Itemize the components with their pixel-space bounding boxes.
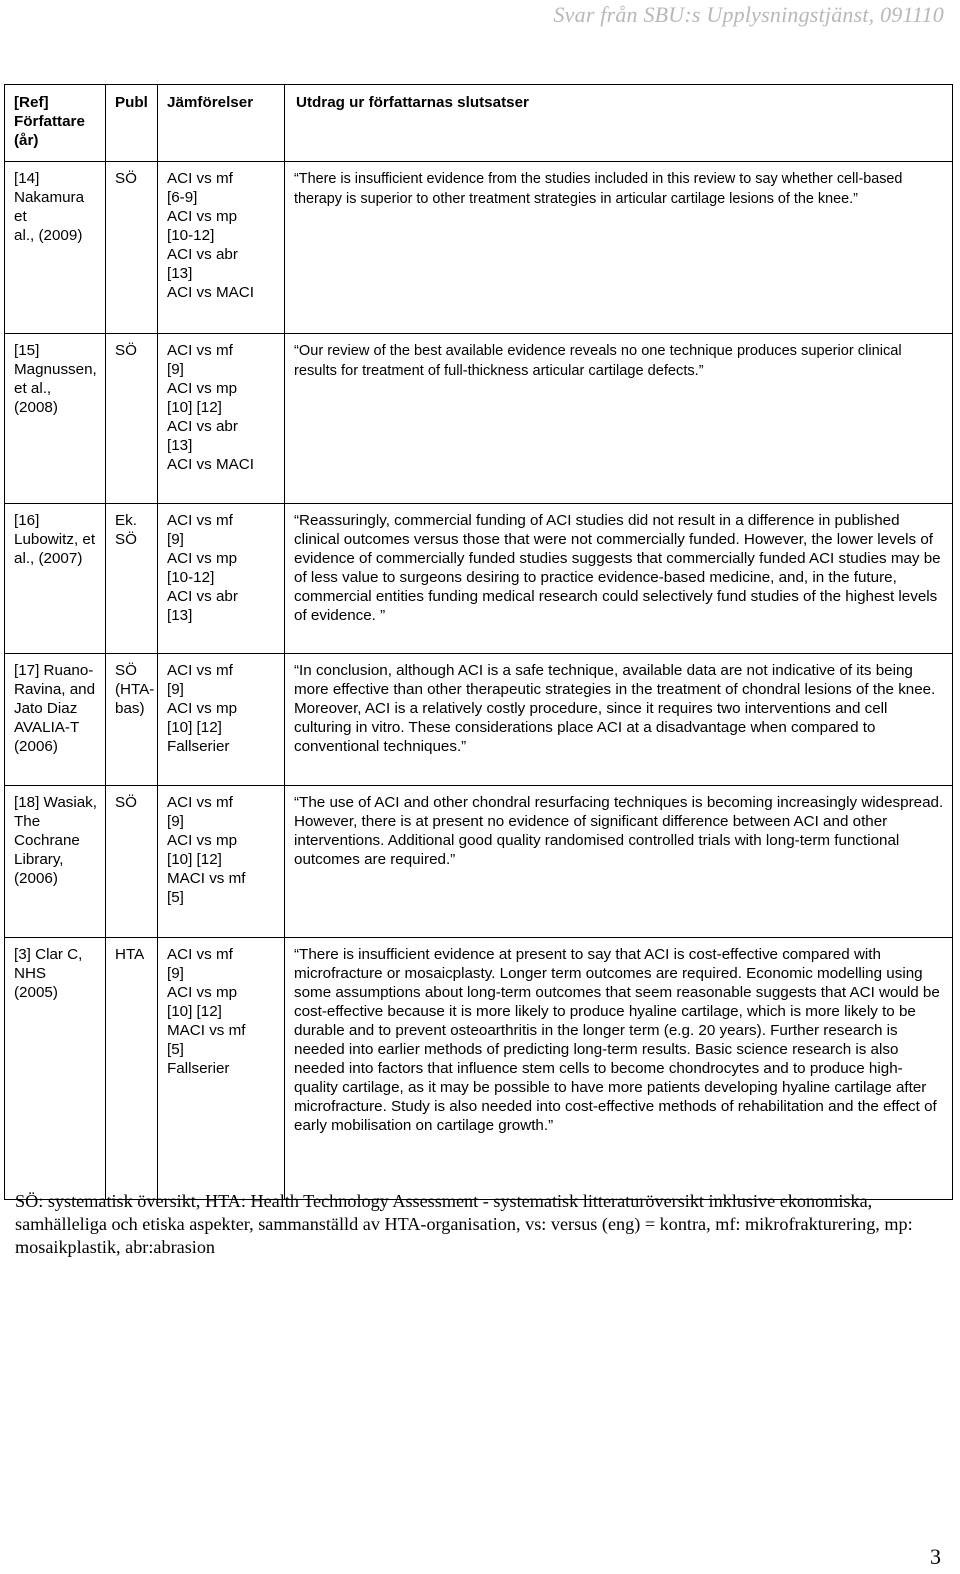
cell-publication: SÖ xyxy=(106,786,158,938)
cell-reference: [18] Wasiak, The Cochrane Library, (2006) xyxy=(5,786,106,938)
evidence-table xyxy=(4,84,953,1200)
cell-publication: SÖ xyxy=(106,162,158,334)
cell-reference: [15] Magnussen, et al., (2008) xyxy=(5,334,106,504)
cell-comparisons: ACI vs mf [9] ACI vs mp [10] [12] MACI vs mf [5] xyxy=(158,786,285,938)
cell-excerpt: “There is insufficient evidence at present to say that ACI is cost-effective compared with microfracture or mosaicplasty. Longer term outcomes are required. Economic modelling using some assumptions about long-term outcomes that seem reasonable suggests that ACI would be cost-effective because it is more likely to produce hyaline cartilage, which is more likely to be durable and to prevent osteoarthritis in the longer term (e.g. 20 years). Further research is needed into earlier methods of predicting long-term results. Basic science research is also needed into factors that influence stem cells to become chondrocytes and to produce high-quality cartilage, as it may be possible to have more patients developing hyaline cartilage after microfracture. Study is also needed into cost-effective methods of rehabilitation and the effect of early mobilisation on cartilage growth.” xyxy=(285,938,953,1200)
cell-publication: SÖ (HTA- bas) xyxy=(106,654,158,786)
cell-excerpt: “In conclusion, although ACI is a safe technique, available data are not indicative of its being more effective than other therapeutic strategies in the treatment of chondral lesions of the knee. Moreover, ACI is a relatively costly procedure, since it requires two interventions and cell culturing in vitro. These considerations place ACI at a disadvantage when compared to conventional techniques.” xyxy=(285,654,953,786)
cell-excerpt: “Reassuringly, commercial funding of ACI studies did not result in a difference in published clinical outcomes versus those that were not commercially funded. However, the lower levels of evidence of commercially funded studies suggests that commercially funded ACI studies may be of less value to surgeons desiring to practice evidence-based medicine, and, in the future, commercial entities funding medical research could selectively fund studies of the highest levels of evidence. ” xyxy=(285,504,953,654)
cell-reference: [3] Clar C, NHS (2005) xyxy=(5,938,106,1200)
cell-publication: SÖ xyxy=(106,334,158,504)
header-comparisons: Jämförelser xyxy=(158,85,285,162)
page-number: 3 xyxy=(930,1544,941,1569)
header-excerpt: Utdrag ur författarnas slutsatser xyxy=(285,85,953,162)
cell-comparisons: ACI vs mf [9] ACI vs mp [10] [12] ACI vs abr [13] ACI vs MACI xyxy=(158,334,285,504)
cell-reference: [17] Ruano- Ravina, and Jato Diaz AVALIA-T (2006) xyxy=(5,654,106,786)
table-row xyxy=(5,504,953,654)
cell-comparisons: ACI vs mf [9] ACI vs mp [10-12] ACI vs abr [13] xyxy=(158,504,285,654)
footnote: SÖ: systematisk översikt, HTA: Health Technology Assessment - systematisk litteraturöversikt inklusive ekonomiska, samhälleliga och etiska aspekter, sammanställd av HTA-organisation, vs: versus (eng) = kontra, mf: mikrofrakturering, mp: mosaikplastik, abr:abrasion xyxy=(15,1191,913,1257)
cell-reference: [16] Lubowitz, et al., (2007) xyxy=(5,504,106,654)
cell-publication: Ek. SÖ xyxy=(106,504,158,654)
table-row xyxy=(5,162,953,334)
cell-comparisons: ACI vs mf [9] ACI vs mp [10] [12] Fallserier xyxy=(158,654,285,786)
cell-excerpt: “There is insufficient evidence from the studies included in this review to say whether cell-based therapy is superior to other treatment strategies in articular cartilage lesions of the knee.” xyxy=(285,162,953,334)
table-row xyxy=(5,654,953,786)
cell-reference: [14] Nakamura et al., (2009) xyxy=(5,162,106,334)
table-row xyxy=(5,786,953,938)
cell-publication: HTA xyxy=(106,938,158,1200)
table-row xyxy=(5,938,953,1200)
header-publication: Publ xyxy=(106,85,158,162)
header-reference: [Ref] Författare (år) xyxy=(5,85,106,162)
page-header: Svar från SBU:s Upplysningstjänst, 091110 xyxy=(553,2,944,27)
cell-excerpt: “Our review of the best available evidence reveals no one technique produces superior clinical results for treatment of full-thickness articular cartilage defects.” xyxy=(285,334,953,504)
cell-excerpt: “The use of ACI and other chondral resurfacing techniques is becoming increasingly widespread. However, there is at present no evidence of significant difference between ACI and other interventions. Additional good quality randomised controlled trials with long-term functional outcomes are required.” xyxy=(285,786,953,938)
cell-comparisons: ACI vs mf [9] ACI vs mp [10] [12] MACI vs mf [5] Fallserier xyxy=(158,938,285,1200)
table-row xyxy=(5,334,953,504)
cell-comparisons: ACI vs mf [6-9] ACI vs mp [10-12] ACI vs abr [13] ACI vs MACI xyxy=(158,162,285,334)
table-header-row xyxy=(5,85,953,162)
